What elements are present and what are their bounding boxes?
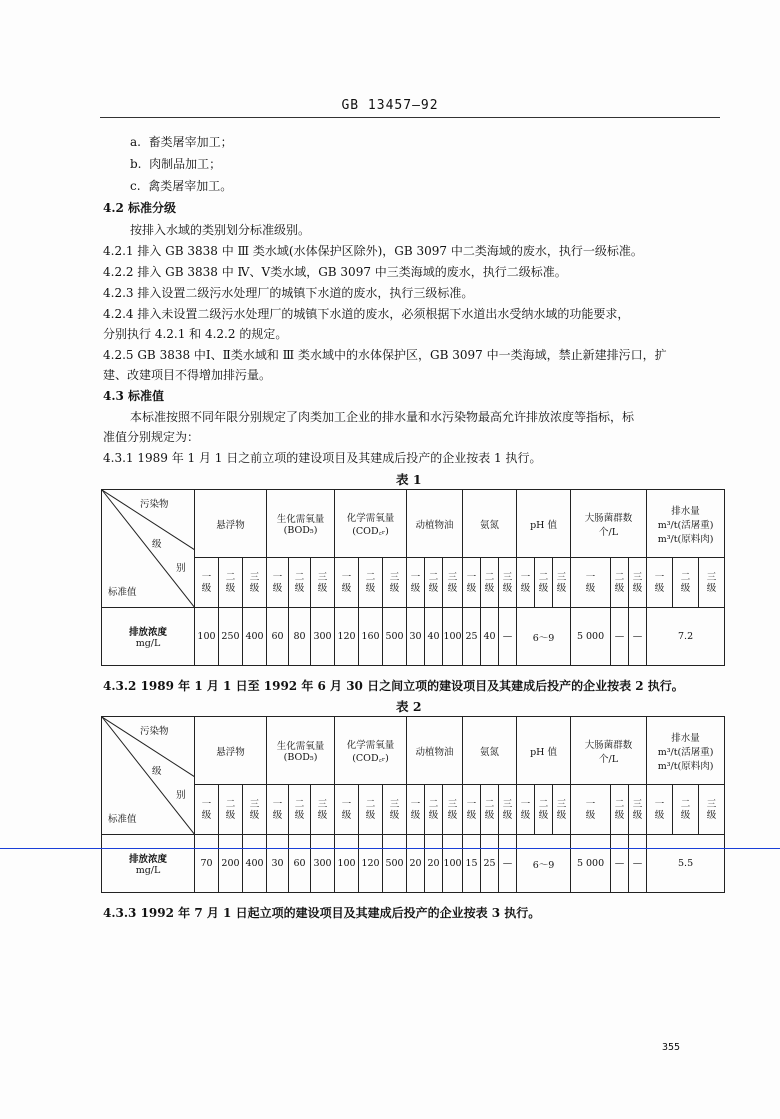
list-item-c: c. 禽类屠宰加工。	[130, 179, 233, 193]
table-1-grade-cell: 一 级	[195, 558, 219, 608]
table-2-value-cell: 20	[407, 835, 425, 893]
table-2-corner-cell	[102, 717, 195, 835]
clause-4-2-4-line2: 分别执行 4.2.1 和 4.2.2 的规定。	[103, 327, 288, 341]
table-2-grade-cell: 三 级	[629, 785, 647, 835]
table-1-grade-cell: 二 级	[359, 558, 383, 608]
table-2-corner-std: 标准值	[108, 814, 137, 825]
clause-4-2-5-line2: 建、改建项目不得增加排污量。	[103, 368, 272, 382]
header-rule	[100, 117, 720, 118]
table-1-head-cod: 化学需氧量 (COD꜀ᵣ)	[335, 490, 407, 558]
table-1-value-cell: 6～9	[517, 608, 571, 666]
table-1-title: 表 1	[396, 472, 422, 487]
table-1-value-cell: —	[499, 608, 517, 666]
table-1-value-cell: 400	[243, 608, 267, 666]
table-1-value-cell: —	[629, 608, 647, 666]
table-2-corner-pollutant: 污染物	[140, 726, 169, 737]
clause-4-2-5-line1: 4.2.5 GB 3838 中Ⅰ、Ⅱ类水域和 Ⅲ 类水域中的水体保护区，GB 3097 中一类海域，禁止新建排污口，扩	[103, 348, 667, 362]
table-2-value-cell: 100	[443, 835, 463, 893]
table-2-value-cell: 100	[335, 835, 359, 893]
table-1-grade-cell: 二 级	[535, 558, 553, 608]
clause-4-2-4-line1: 4.2.4 排入未设置二级污水处理厂的城镇下水道的废水，必须根据下水道出水受纳水域的功能要求，	[103, 307, 630, 321]
table-1-value-row	[102, 608, 725, 666]
table-1-grade-cell: 一 级	[267, 558, 289, 608]
table-2-value-cell: 70	[195, 835, 219, 893]
list-item-a: a. 畜类屠宰加工；	[130, 135, 233, 149]
table-1-head-ph: pH 值	[517, 490, 571, 558]
table-2-grade-row	[102, 785, 725, 835]
table-1-grade-cell: 二 级	[673, 558, 699, 608]
standard-header: GB 13457—92	[341, 98, 439, 113]
table-1-grade-cell: 一 级	[407, 558, 425, 608]
table-2-grade-cell: 一 级	[647, 785, 673, 835]
table-1-row-label: 排放浓度 mg/L	[102, 608, 195, 666]
table-2-grade-cell: 二 级	[425, 785, 443, 835]
table-1-head-oil: 动植物油	[407, 490, 463, 558]
table-2-grade-cell: 二 级	[481, 785, 499, 835]
table-2-grade-cell: 三 级	[243, 785, 267, 835]
table-2-grade-cell: 一 级	[267, 785, 289, 835]
table-2-grade-cell: 三 级	[699, 785, 725, 835]
table-2-value-cell: 300	[311, 835, 335, 893]
table-1-head-water: 排水量 m³/t(活屠重) m³/t(原料肉)	[647, 490, 725, 558]
table-2-grade-cell: 一 级	[407, 785, 425, 835]
table-1-value-cell: 30	[407, 608, 425, 666]
table-2-head-nh3: 氨氮	[463, 717, 517, 785]
table-2-value-cell: —	[611, 835, 629, 893]
section-4-3-para-line2: 准值分别规定为：	[103, 430, 200, 444]
table-2-grade-cell: 三 级	[311, 785, 335, 835]
table-2-value-cell: 200	[219, 835, 243, 893]
table-2-grade-cell: 三 级	[443, 785, 463, 835]
table-1-grade-cell: 三 级	[629, 558, 647, 608]
table-1-corner-grade-a: 级	[152, 539, 162, 550]
clause-4-2-1: 4.2.1 排入 GB 3838 中 Ⅲ 类水域(水体保护区除外)，GB 3097 中二类海域的废水，执行一级标准。	[103, 244, 643, 258]
table-2-grade-cell: 二 级	[673, 785, 699, 835]
table-2-head-ph: pH 值	[517, 717, 571, 785]
table-2	[101, 716, 725, 893]
section-4-2-heading: 4.2 标准分级	[103, 201, 177, 215]
table-1-grade-cell: 二 级	[611, 558, 629, 608]
table-1-grade-cell: 三 级	[311, 558, 335, 608]
table-2-value-cell: 400	[243, 835, 267, 893]
table-2-head-water: 排水量 m³/t(活屠重) m³/t(原料肉)	[647, 717, 725, 785]
table-1-grade-cell: 一 级	[335, 558, 359, 608]
table-2-grade-cell: 二 级	[535, 785, 553, 835]
table-2-grade-cell: 一 级	[335, 785, 359, 835]
table-2-head-bod: 生化需氧量 (BOD₅)	[267, 717, 335, 785]
list-item-b: b. 肉制品加工；	[130, 157, 222, 171]
table-2-head-coli: 大肠菌群数 个/L	[571, 717, 647, 785]
table-1-corner-cell	[102, 490, 195, 608]
table-1-value-cell: 250	[219, 608, 243, 666]
table-2-head-ss: 悬浮物	[195, 717, 267, 785]
table-1-grade-cell: 二 级	[289, 558, 311, 608]
table-1-grade-cell: 三 级	[553, 558, 571, 608]
table-2-value-cell: 20	[425, 835, 443, 893]
table-1-value-cell: 40	[481, 608, 499, 666]
table-2-value-cell: 25	[481, 835, 499, 893]
section-4-3-para-line1: 本标准按照不同年限分别规定了肉类加工企业的排水量和水污染物最高允许排放浓度等指标，标	[130, 410, 635, 424]
table-1-corner-pollutant: 污染物	[140, 499, 169, 510]
table-1-value-cell: 60	[267, 608, 289, 666]
clause-4-3-3: 4.3.3 1992 年 7 月 1 日起立项的建设项目及其建成后投产的企业按表 3 执行。	[103, 906, 541, 920]
table-2-value-cell: 30	[267, 835, 289, 893]
table-1-corner-grade-b: 别	[176, 563, 186, 574]
table-1-value-cell: 40	[425, 608, 443, 666]
page-number: 355	[662, 1042, 681, 1053]
table-1-grade-cell: 一 级	[517, 558, 535, 608]
table-2-grade-cell: 二 级	[219, 785, 243, 835]
table-2-value-cell: —	[629, 835, 647, 893]
table-1-value-cell: 100	[195, 608, 219, 666]
section-4-2-intro: 按排入水域的类别划分标准级别。	[130, 223, 311, 237]
table-1-value-cell: 25	[463, 608, 481, 666]
table-2-head-cod: 化学需氧量 (COD꜀ᵣ)	[335, 717, 407, 785]
table-2-grade-cell: 二 级	[289, 785, 311, 835]
table-1-value-cell: 120	[335, 608, 359, 666]
clause-4-3-2: 4.3.2 1989 年 1 月 1 日至 1992 年 6 月 30 日之间立项的建设项目及其建成后投产的企业按表 2 执行。	[103, 679, 684, 693]
table-1-grade-cell: 三 级	[699, 558, 725, 608]
table-1	[101, 489, 725, 666]
table-2-value-cell: 15	[463, 835, 481, 893]
table-2-grade-cell: 三 级	[553, 785, 571, 835]
clause-4-3-1: 4.3.1 1989 年 1 月 1 日之前立项的建设项目及其建成后投产的企业按表 1 执行。	[103, 451, 542, 465]
table-1-value-cell: 80	[289, 608, 311, 666]
table-2-value-cell: 500	[383, 835, 407, 893]
table-1-value-cell: 500	[383, 608, 407, 666]
table-2-value-cell: 5 000	[571, 835, 611, 893]
table-2-corner-grade-a: 级	[152, 766, 162, 777]
table-1-value-cell: 7.2	[647, 608, 725, 666]
table-1-value-cell: 5 000	[571, 608, 611, 666]
table-1-value-cell: 160	[359, 608, 383, 666]
table-2-value-row	[102, 835, 725, 893]
table-1-grade-cell: 三 级	[499, 558, 517, 608]
table-2-corner-grade-b: 别	[176, 790, 186, 801]
table-2-head-oil: 动植物油	[407, 717, 463, 785]
table-1-grade-cell: 二 级	[481, 558, 499, 608]
table-2-grade-cell: 三 级	[383, 785, 407, 835]
section-4-3-heading: 4.3 标准值	[103, 389, 165, 403]
table-1-grade-cell: 三 级	[443, 558, 463, 608]
table-2-value-cell: —	[499, 835, 517, 893]
table-1-grade-cell: 一 级	[463, 558, 481, 608]
clause-4-2-2: 4.2.2 排入 GB 3838 中 Ⅳ、Ⅴ类水域，GB 3097 中三类海域的废水，执行二级标准。	[103, 265, 567, 279]
table-2-grade-cell: 一 级	[195, 785, 219, 835]
table-2-grade-cell: 一 级	[571, 785, 611, 835]
table-2-grade-cell: 一 级	[517, 785, 535, 835]
table-1-head-ss: 悬浮物	[195, 490, 267, 558]
table-2-grade-cell: 二 级	[359, 785, 383, 835]
table-1-corner-std: 标准值	[108, 587, 137, 598]
clause-4-2-3: 4.2.3 排入设置二级污水处理厂的城镇下水道的废水，执行三级标准。	[103, 286, 474, 300]
table-2-value-cell: 120	[359, 835, 383, 893]
table-2-row-label: 排放浓度 mg/L	[102, 835, 195, 893]
table-2-value-cell: 6～9	[517, 835, 571, 893]
table-2-value-cell: 5.5	[647, 835, 725, 893]
table-1-grade-row	[102, 558, 725, 608]
table-2-grade-cell: 一 级	[463, 785, 481, 835]
table-1-grade-cell: 一 级	[571, 558, 611, 608]
table-2-title: 表 2	[396, 699, 422, 714]
table-1-head-coli: 大肠菌群数 个/L	[571, 490, 647, 558]
table-2-grade-cell: 三 级	[499, 785, 517, 835]
table-1-value-cell: —	[611, 608, 629, 666]
table-1-grade-cell: 三 级	[383, 558, 407, 608]
table-1-grade-cell: 二 级	[219, 558, 243, 608]
table-2-value-cell: 60	[289, 835, 311, 893]
table-2-grade-cell: 二 级	[611, 785, 629, 835]
blue-guide-line	[0, 848, 780, 849]
table-1-grade-cell: 二 级	[425, 558, 443, 608]
table-1-grade-cell: 三 级	[243, 558, 267, 608]
table-1-value-cell: 300	[311, 608, 335, 666]
table-1-head-nh3: 氨氮	[463, 490, 517, 558]
table-1-value-cell: 100	[443, 608, 463, 666]
table-1-grade-cell: 一 级	[647, 558, 673, 608]
table-1-head-bod: 生化需氧量 (BOD₅)	[267, 490, 335, 558]
